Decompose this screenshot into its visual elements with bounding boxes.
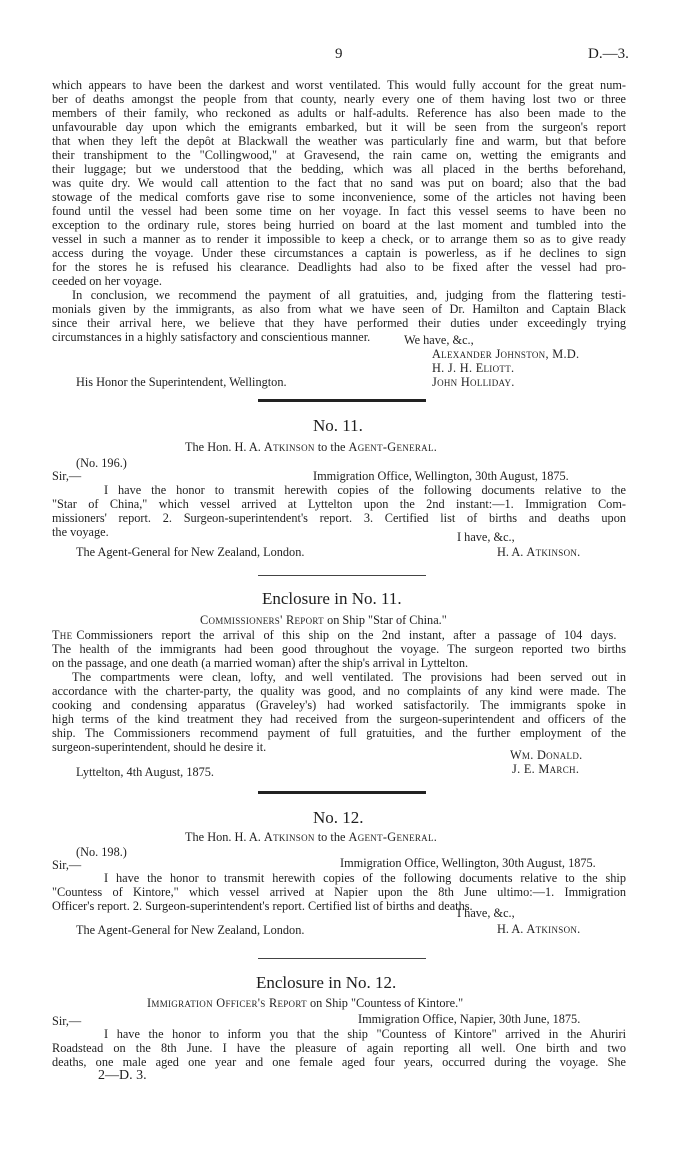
place-date: Immigration Office, Napier, 30th June, 1875. (358, 1012, 581, 1026)
text-line: since their arrival here, we believe that they have performed their duties under exceedingly trying (52, 316, 626, 330)
closing-phrase: I have, &c., (457, 906, 515, 920)
text-line: the voyage. (52, 525, 109, 539)
text-line: "Star of China," which vessel arrived at Lyttelton upon the 2nd instant:—1. Immigration Com- (52, 497, 626, 511)
text-line: monials given by the immigrants, as also from what we have seen of Dr. Hamilton and Captain Black (52, 302, 626, 316)
text-line: for the stores he is refused his clearance. Deadlights had also to be fixed after the vessel had pro- (52, 260, 626, 274)
document-reference: D.—3. (588, 46, 629, 62)
text-line-rest: Commissioners report the arrival of this ship on the 2nd instant, after a passage of 104 days. (76, 628, 617, 642)
text-line: on the passage, and one death (a married woman) after the ship's arrival in Lyttelton. (52, 656, 469, 670)
text-line: which appears to have been the darkest and worst ventilated. This would fully account for the great num- (52, 78, 626, 92)
text-line (52, 629, 626, 642)
text-line: ceeded on her voyage. (52, 274, 162, 288)
text-line: "Countess of Kintore," which vessel arrived at Napier upon the 8th June ultimo:—1. Immigration (52, 885, 626, 899)
first-word: The (52, 628, 73, 642)
text-line: surgeon-superintendent, should he desire it. (52, 740, 267, 754)
text-line: The compartments were clean, lofty, and well ventilated. The provisions had been served out in (72, 670, 626, 684)
letter-reference: (No. 198.) (76, 845, 127, 859)
text-line: The health of the immigrants had been good throughout the voyage. The surgeon reported two births (52, 642, 626, 656)
signatory: J. E. March. (512, 762, 580, 776)
signatory-initials: H. A. (497, 922, 524, 936)
text-line: missioners' report. 2. Surgeon-superintendent's report. 3. Certified list of births and deaths upon (52, 511, 626, 525)
salutation: Sir,— (52, 858, 82, 872)
text-line: I have the honor to transmit herewith copies of the following documents relative to the ship (104, 871, 626, 885)
place-date: Immigration Office, Wellington, 30th August, 1875. (313, 469, 569, 483)
signatory-surname: Atkinson. (526, 922, 581, 936)
signatory: John Holliday. (432, 375, 515, 389)
text-line: unfavourable day upon which the emigrants embarked, but it will be seen from the surgeon's report (52, 120, 626, 134)
recipient-title: Agent-General. (348, 830, 438, 844)
report-title: Commissioners' Report (200, 613, 324, 627)
text-line: access during the voyage. Under these circumstances a captain is powerless, as if he declines to sign (52, 246, 626, 260)
text-line: exception to the ordinary rule, stores being hurried on board at the last moment and tumbled into the (52, 218, 626, 232)
text-line: vessel in such a manner as to render it impossible to keep a check, or to arrange them so as to give ready (52, 232, 626, 246)
text-line: was quite dry. We would call attention to the fact that no sand was put on board; also that the bad (52, 176, 626, 190)
signatory (497, 922, 581, 937)
salutation: Sir,— (52, 469, 82, 483)
closing-phrase: I have, &c., (457, 530, 515, 544)
text-line: stowage of the medical comforts gave rise to some inconvenience, some of the articles not having been (52, 190, 626, 204)
text-line: their luggage; but we understood that the bedding, which was all placed in the berths beforehand, (52, 162, 626, 176)
report-ship: on Ship "Countess of Kintore." (310, 996, 464, 1010)
text-line: found until the vessel had been some time on her voyage. In fact this vessel seems to have been no (52, 204, 626, 218)
report-title: Immigration Officer's Report (147, 996, 307, 1010)
signatory-initials: H. A. (497, 545, 524, 559)
text-line: In conclusion, we recommend the payment of all gratuities, and, judging from the flattering testi- (72, 288, 626, 302)
text-line: members of their family, who reckoned as adults or half-adults. Reference has also been made to the (52, 106, 626, 120)
place-date: Lyttelton, 4th August, 1875. (76, 765, 215, 779)
enclosure-subtitle (147, 996, 463, 1011)
text-line: ber of deaths amongst the people from that county, nearly every one of them having lost two or three (52, 92, 626, 106)
signatory-surname: Atkinson. (526, 545, 581, 559)
letter-title (185, 830, 437, 845)
addressee: The Agent-General for New Zealand, London. (76, 923, 305, 937)
section-heading: No. 11. (313, 416, 363, 435)
recipient-title: Agent-General. (348, 440, 438, 454)
text-line: Officer's report. 2. Surgeon-superintendent's report. Certified list of births and deaths. (52, 899, 473, 913)
sender-name: The Hon. H. A. (185, 830, 261, 844)
text-line: ship. The Commissioners recommend payment of full gratuities, and the further employment of the (52, 726, 626, 740)
page-number: 9 (335, 46, 343, 62)
section-divider (258, 958, 426, 959)
signatory: Alexander Johnston, M.D. (432, 347, 580, 361)
text-line: cooking and condensing apparatus (Graveley's) had worked satisfactorily. The immigrants spoke in (52, 698, 626, 712)
text-line: I have the honor to inform you that the ship "Countess of Kintore" arrived in the Ahuriri (104, 1027, 626, 1041)
section-heading: No. 12. (313, 808, 364, 827)
salutation: Sir,— (52, 1014, 82, 1028)
title-connector: to the (317, 830, 346, 844)
signatory (497, 545, 581, 560)
text-line: that when they left the depôt at Blackwall the weather was particularly fine and warm, but that before (52, 134, 626, 148)
sender-name: The Hon. H. A. (185, 440, 261, 454)
sender-surname: Atkinson (263, 830, 315, 844)
text-line: circumstances in a highly satisfactory and conscientious manner. (52, 330, 371, 344)
text-line: their transhipment to the "Collingwood," at Gravesend, the rain came on, wetting the emigrants and (52, 148, 626, 162)
place-date: Immigration Office, Wellington, 30th August, 1875. (340, 856, 596, 870)
section-divider (258, 575, 426, 576)
text-line: deaths, one male aged one year and one female aged four years, occurred during the voyage. She (52, 1055, 626, 1069)
enclosure-heading: Enclosure in No. 12. (256, 973, 397, 992)
signatory: H. J. H. Eliott. (432, 361, 515, 375)
signatory: Wm. Donald. (510, 748, 583, 762)
text-line: Roadstead on the 8th June. I have the pleasure of again reporting all well. One birth and two (52, 1041, 626, 1055)
text-line: I have the honor to transmit herewith copies of the following documents relative to the (104, 483, 626, 497)
section-divider (258, 791, 426, 794)
sender-surname: Atkinson (263, 440, 315, 454)
letter-title (185, 440, 437, 455)
report-ship: on Ship "Star of China." (327, 613, 447, 627)
enclosure-subtitle (200, 613, 447, 628)
title-connector: to the (317, 440, 346, 454)
text-line: accordance with the charter-party, the quality was good, and no complaints of any kind were made. The (52, 684, 626, 698)
enclosure-heading: Enclosure in No. 11. (262, 589, 402, 608)
addressee: The Agent-General for New Zealand, London. (76, 545, 305, 559)
closing-phrase: We have, &c., (404, 333, 474, 347)
signature-mark: 2—D. 3. (98, 1068, 147, 1083)
addressee: His Honor the Superintendent, Wellington. (76, 375, 287, 389)
letter-reference: (No. 196.) (76, 456, 127, 470)
section-divider (258, 399, 426, 402)
text-line: high terms of the kind treatment they had received from the surgeon-superintendent and officers of the (52, 712, 626, 726)
